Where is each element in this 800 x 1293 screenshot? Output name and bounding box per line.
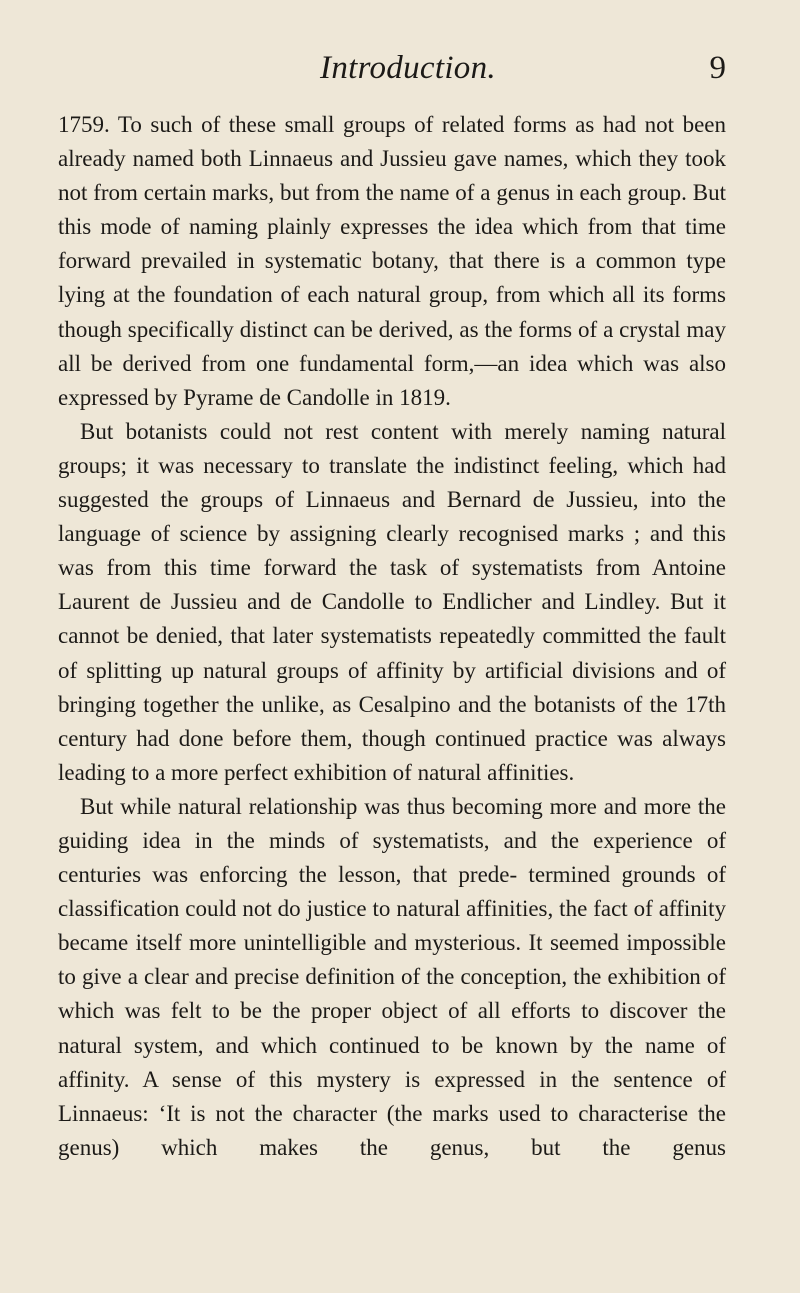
paragraph: But botanists could not rest content with merely naming natural groups; it was necessary to translate the indistinct feeling, which had suggested the groups of Linnaeus and Bernard de Jussieu, into the language of science by assigning clearly recognised marks ; and this was from this time forward the task of systematists from Antoine Laurent de Jussieu and de Candolle to Endlicher and Lindley. But it cannot be denied, that later systematists repeatedly committed the fault of splitting up natural groups of affinity by artificial divisions and of bringing together the unlike, as Cesalpino and the botanists of the 17th century had done before them, though continued practice was always leading to a more perfect exhibition of natural affinities. xyxy=(58,418,726,785)
paragraph: 1759. To such of these small groups of related forms as had not been already named both Linnaeus and Jussieu gave names, which they took not from certain marks, but from the name of a genus in each group. But this mode of naming plainly expresses the idea which from that time forward prevailed in systematic botany, that there is a common type lying at the foundation of each natural group, from which all its forms though specifically distinct can be derived, as the forms of a crystal may all be derived from one fundamental form,—an idea which was also expressed by Pyrame de Candolle in 1819. xyxy=(58,112,726,410)
running-head xyxy=(90,44,726,92)
running-title: Introduction. xyxy=(320,50,496,86)
page-number: 9 xyxy=(709,50,726,86)
body-text xyxy=(58,108,726,1165)
paragraph: But while natural relationship was thus becoming more and more the guiding idea in the minds of systematists, and the experience of centuries was enforcing the lesson, that prede- termined grounds of classification could not do justice to natural affinities, the fact of affinity became itself more unintelligible and mysterious. It seemed impossible to give a clear and precise definition of the conception, the exhibition of which was felt to be the proper object of all efforts to discover the natural system, and which continued to be known by the name of affinity. A sense of this mystery is expressed in the sentence of Linnaeus: ‘It is not the character (the marks used to characterise the genus) which makes the genus, but the genus xyxy=(58,793,726,1160)
